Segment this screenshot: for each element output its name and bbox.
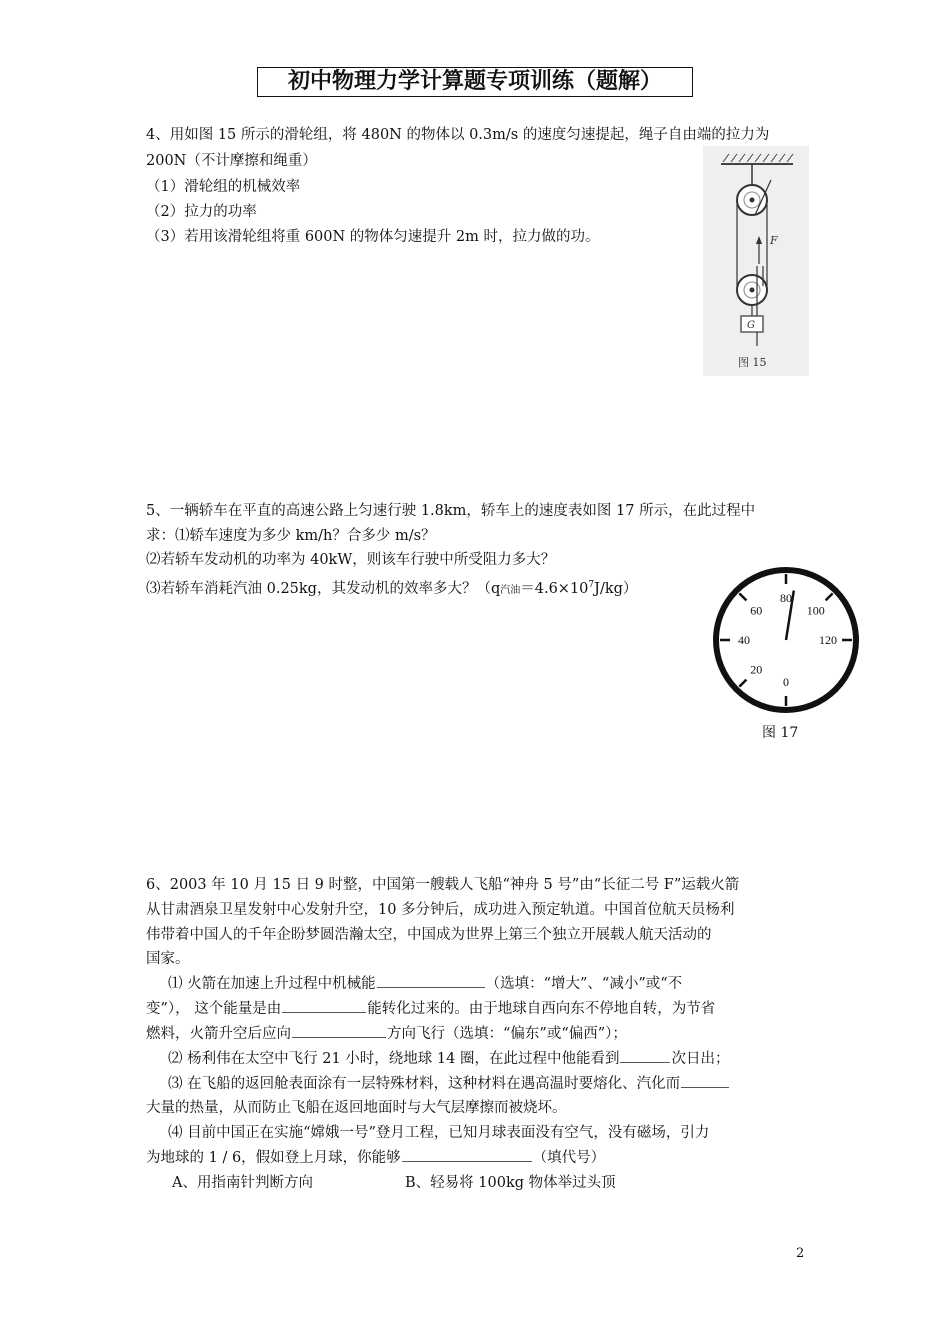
q6-part-1-line-2: 变”）， 这个能量是由 能转化过来的。由于地球自西向东不停地自转，为节省 xyxy=(146,998,715,1020)
q6-part-3-line-1: ⑶ 在飞船的返回舱表面涂有一层特殊材料，这种材料在遇高温时要熔化、汽化而 xyxy=(168,1073,730,1095)
q4-line-2: 200N（不计摩擦和绳重） xyxy=(146,153,317,169)
q6-intro-2: 从甘肃酒泉卫星发射中心发射升空，10 多分钟后，成功进入预定轨道。中国首位航天员杨利 xyxy=(146,902,735,918)
page-title: 初中物理力学计算题专项训练（题解） xyxy=(257,67,693,97)
answer-blank-6[interactable] xyxy=(402,1147,532,1162)
q6-part-4-line-2: 为地球的 1 / 6，假如登上月球，你能够 （填代号） xyxy=(146,1147,605,1169)
q6-part-3-line-2: 大量的热量，从而防止飞船在返回地面时与大气层摩擦而被烧坏。 xyxy=(146,1100,567,1116)
speedometer-label: 120 xyxy=(819,633,837,647)
pulley-figure-15 xyxy=(703,146,809,376)
speedometer-label: 80 xyxy=(780,591,792,605)
speedometer-label: 40 xyxy=(738,633,750,647)
q6-part-4-line-1: ⑷ 目前中国正在实施“嫦娥一号”登月工程，已知月球表面没有空气，没有磁场，引力 xyxy=(168,1125,710,1141)
answer-blank-1[interactable] xyxy=(377,973,485,988)
q6-part-1-line-3: 燃料，火箭升空后应向 方向飞行（选填：“偏东”或“偏西”）； xyxy=(146,1023,627,1045)
q6-intro-4: 国家。 xyxy=(146,951,190,967)
speedometer-label: 0 xyxy=(783,675,789,689)
figure-17-caption: 图 17 xyxy=(762,725,799,741)
speedometer-label: 20 xyxy=(750,662,763,677)
q6-intro-3: 伟带着中国人的千年企盼梦圆浩瀚太空，中国成为世界上第三个独立开展载人航天活动的 xyxy=(146,927,712,943)
q5-line-4-mid: ＝4.6×10 xyxy=(520,581,589,597)
weight-label: G xyxy=(747,320,755,331)
q5-line-1: 5、一辆轿车在平直的高速公路上匀速行驶 1.8km，轿车上的速度表如图 17 所示，在此过程中 xyxy=(146,503,756,519)
figure-background xyxy=(703,146,809,376)
q5-line-4-text: ⑶若轿车消耗汽油 0.25kg，其发动机的效率多大？（q xyxy=(146,581,501,597)
q5-line-2: 求：⑴轿车速度为多少 km/h？合多少 m/s？ xyxy=(146,528,436,544)
q6-part-1-line-1: ⑴ 火箭在加速上升过程中机械能 （选填：“增大”、“减小”或“不 xyxy=(168,973,682,995)
speedometer-label: 100 xyxy=(806,603,825,618)
page-number: 2 xyxy=(796,1246,805,1261)
answer-blank-4[interactable] xyxy=(620,1048,670,1063)
q5-line-4-unit: J/kg） xyxy=(594,581,638,597)
q5-line-3: ⑵若轿车发动机的功率为 40kW，则该车行驶中所受阻力多大？ xyxy=(146,552,556,568)
q6-intro-1: 6、2003 年 10 月 15 日 9 时整，中国第一艘载人飞船“神舟 5 号”由“长征二号 F”运载火箭 xyxy=(146,877,740,893)
option-b: B、轻易将 100kg 物体举过头顶 xyxy=(405,1175,616,1191)
q4-line-5: （3）若用该滑轮组将重 600N 的物体匀速提升 2m 时，拉力做的功。 xyxy=(146,229,600,245)
answer-blank-5[interactable] xyxy=(681,1073,729,1088)
q4-line-4: （2）拉力的功率 xyxy=(146,204,257,220)
q6-part-2: ⑵ 杨利伟在太空中飞行 21 小时，绕地球 14 圈，在此过程中他能看到 次日出； xyxy=(168,1048,729,1070)
exponent: 7 xyxy=(588,580,595,590)
speedometer-figure-17 xyxy=(710,564,862,716)
fuel-subscript: 汽油 xyxy=(500,585,521,596)
option-a: A、用指南针判断方向 xyxy=(172,1175,313,1191)
force-label: F xyxy=(770,234,778,247)
speedometer-label: 60 xyxy=(750,603,763,618)
q4-line-1: 4、用如图 15 所示的滑轮组，将 480N 的物体以 0.3m/s 的速度匀速提起，绳子自由端的拉力为 xyxy=(146,127,770,143)
q5-line-4 xyxy=(146,574,637,602)
answer-blank-3[interactable] xyxy=(292,1023,386,1038)
q4-line-3: （1）滑轮组的机械效率 xyxy=(146,179,301,195)
answer-blank-2[interactable] xyxy=(282,998,366,1013)
figure-15-caption: 图 15 xyxy=(738,356,767,369)
